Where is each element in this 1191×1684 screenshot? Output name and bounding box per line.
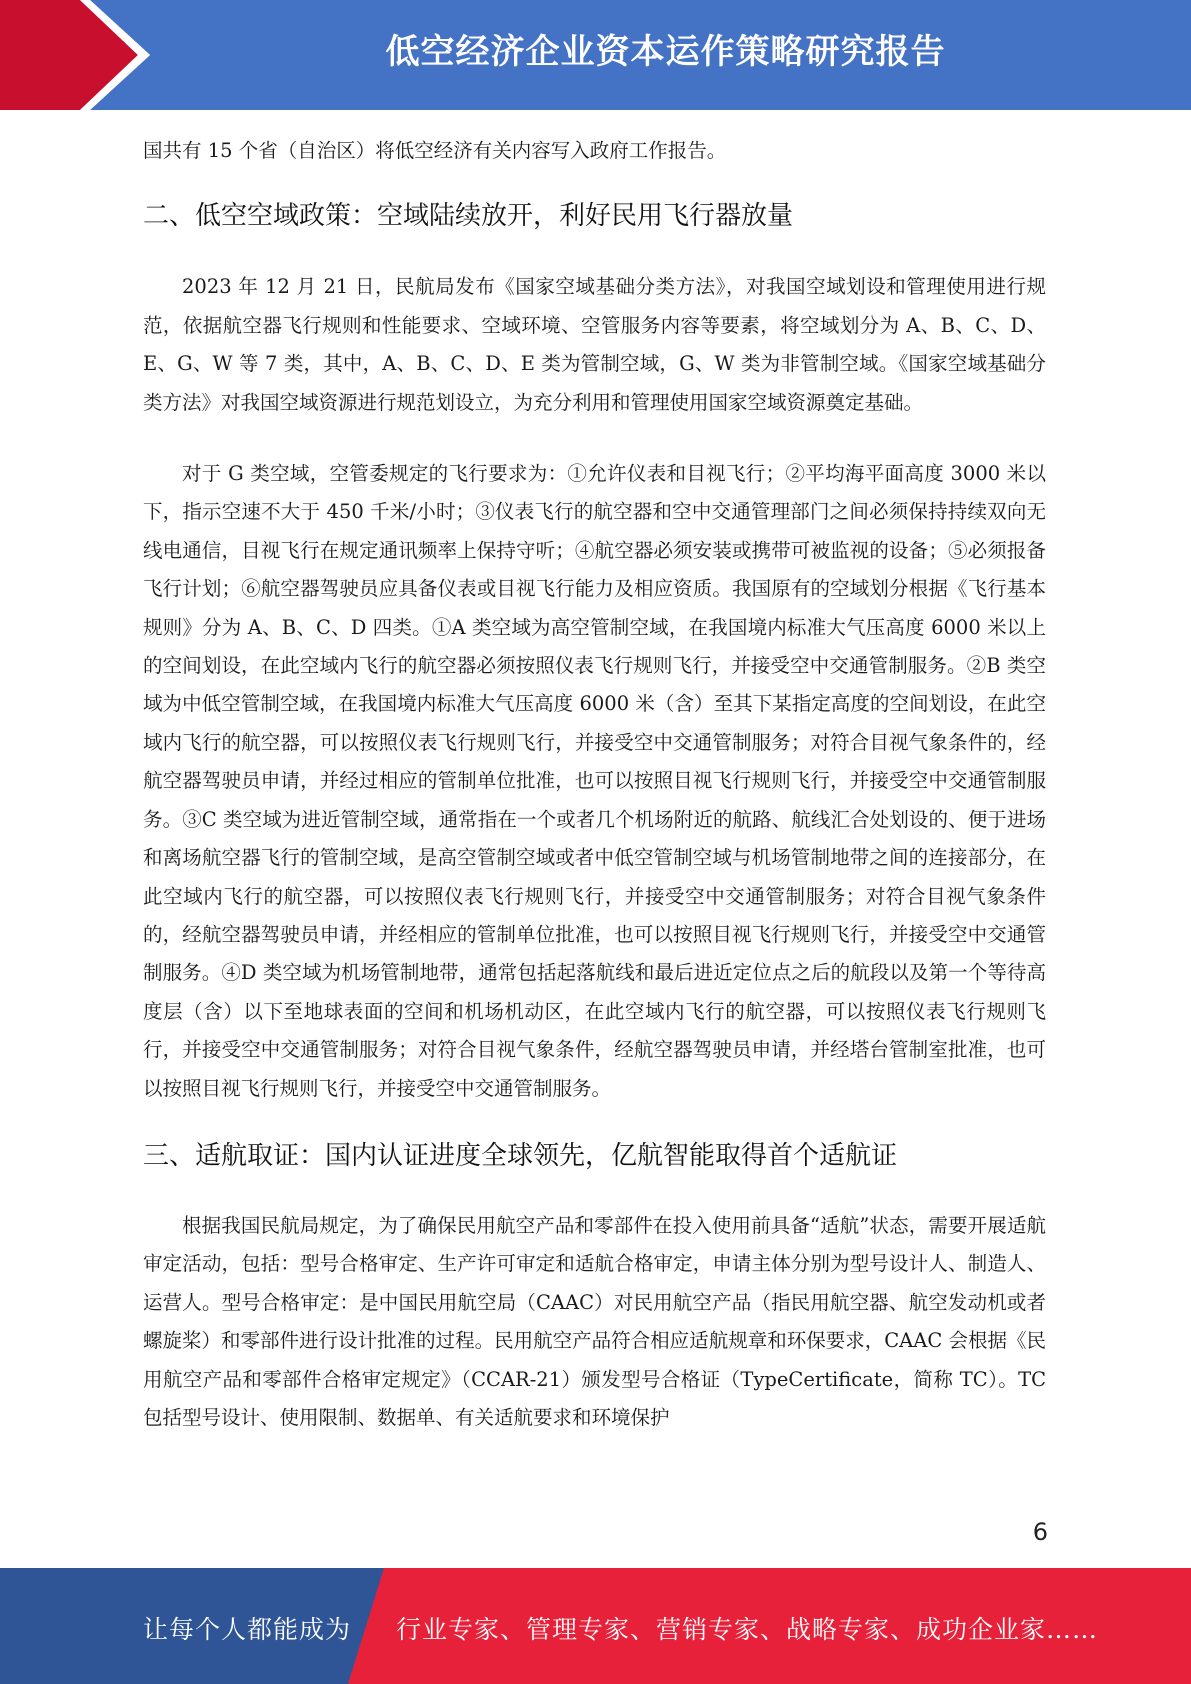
- paragraph-g-class-airspace: 对于 G 类空域，空管委规定的飞行要求为：①允许仪表和目视飞行；②平均海平面高度 3000 米以下，指示空速不大于 450 千米/小时；③仪表飞行的航空器和空中交通管理部门之间必须保持持续双向无线电通信，目视飞行在规定通讯频率上保持守听；④航空器必须安装或携带可被监视的设备；⑤必须报备飞行计划；⑥航空器驾驶员应具备仪表或目视飞行能力及相应资质。我国原有的空域划分根据《飞行基本规则》分为 A、B、C、D 四类。①A 类空域为高空管制空域，在我国境内标准大气压高度 6000 米以上的空间划设，在此空域内飞行的航空器必须按照仪表飞行规则飞行，并接受空中交通管制服务。②B 类空域为中低空管制空域，在我国境内标准大气压高度 6000 米（含）至其下某指定高度的空间划设，在此空域内飞行的航空器，可以按照仪表飞行规则飞行，并接受空中交通管制服务；对符合目视气象条件的，经航空器驾驶员申请，并经过相应的管制单位批准，也可以按照目视飞行规则飞行，并接受空中交通管制服务。③C 类空域为进近管制空域，通常指在一个或者几个机场附近的航路、航线汇合处划设的、便于进场和离场航空器飞行的管制空域，是高空管制空域或者中低空管制空域与机场管制地带之间的连接部分，在此空域内飞行的航空器，可以按照仪表飞行规则飞行，并接受空中交通管制服务；对符合目视气象条件的，经航空器驾驶员申请，并经相应的管制单位批准，也可以按照目视飞行规则飞行，并接受空中交通管制服务。④D 类空域为机场管制地带，通常包括起落航线和最后进近定位点之后的航段以及第一个等待高度层（含）以下至地球表面的空间和机场机动区，在此空域内飞行的航空器，可以按照仪表飞行规则飞行，并接受空中交通管制服务；对符合目视气象条件，经航空器驾驶员申请，并经塔台管制室批准，也可以按照目视飞行规则飞行，并接受空中交通管制服务。: [143, 462, 1046, 1100]
- footer-slogan-left: 让每个人都能成为: [143, 1615, 352, 1644]
- document-body: [143, 132, 1046, 1437]
- page-footer: [0, 1568, 1191, 1684]
- paragraph-airworthiness-certification: 根据我国民航局规定，为了确保民用航空产品和零部件在投入使用前具备“适航”状态，需要开展适航审定活动，包括：型号合格审定、生产许可审定和适航合格审定，申请主体分别为型号设计人、制造人、运营人。型号合格审定：是中国民用航空局（CAAC）对民用航空产品（指民用航空器、航空发动机或者螺旋桨）和零部件进行设计批准的过程。民用航空产品符合相应适航规章和环保要求，CAAC 会根据《民用航空产品和零部件合格审定规定》（CCAR-21）颁发型号合格证（TypeCertificate，简称 TC）。TC 包括型号设计、使用限制、数据单、有关适航要求和环境保护: [143, 1213, 1046, 1429]
- section-heading-airspace-policy: 二、低空空域政策：空域陆续放开，利好民用飞行器放量: [143, 201, 794, 232]
- page-number: 6: [1032, 1518, 1048, 1546]
- footer-slogan-right: 行业专家、管理专家、营销专家、战略专家、成功企业家……: [396, 1615, 1099, 1644]
- section-heading-airworthiness: 三、适航取证：国内认证进度全球领先，亿航智能取得首个适航证: [143, 1140, 898, 1171]
- paragraph-continuation: 国共有 15 个省（自治区）将低空经济有关内容写入政府工作报告。: [143, 139, 727, 162]
- header-red-chevron: [0, 0, 150, 110]
- report-title: 低空经济企业资本运作策略研究报告: [385, 32, 946, 72]
- paragraph-airspace-classification: 2023 年 12 月 21 日，民航局发布《国家空域基础分类方法》，对我国空域划设和管理使用进行规范，依据航空器飞行规则和性能要求、空域环境、空管服务内容等要素，将空域划分为 A、B、C、D、E、G、W 等 7 类，其中，A、B、C、D、E 类为管制空域，G、W 类为非管制空域。《国家空域基础分类方法》对我国空域资源进行规范划设立，为充分利用和管理使用国家空域资源奠定基础。: [143, 275, 1046, 414]
- page-header: [0, 0, 1191, 110]
